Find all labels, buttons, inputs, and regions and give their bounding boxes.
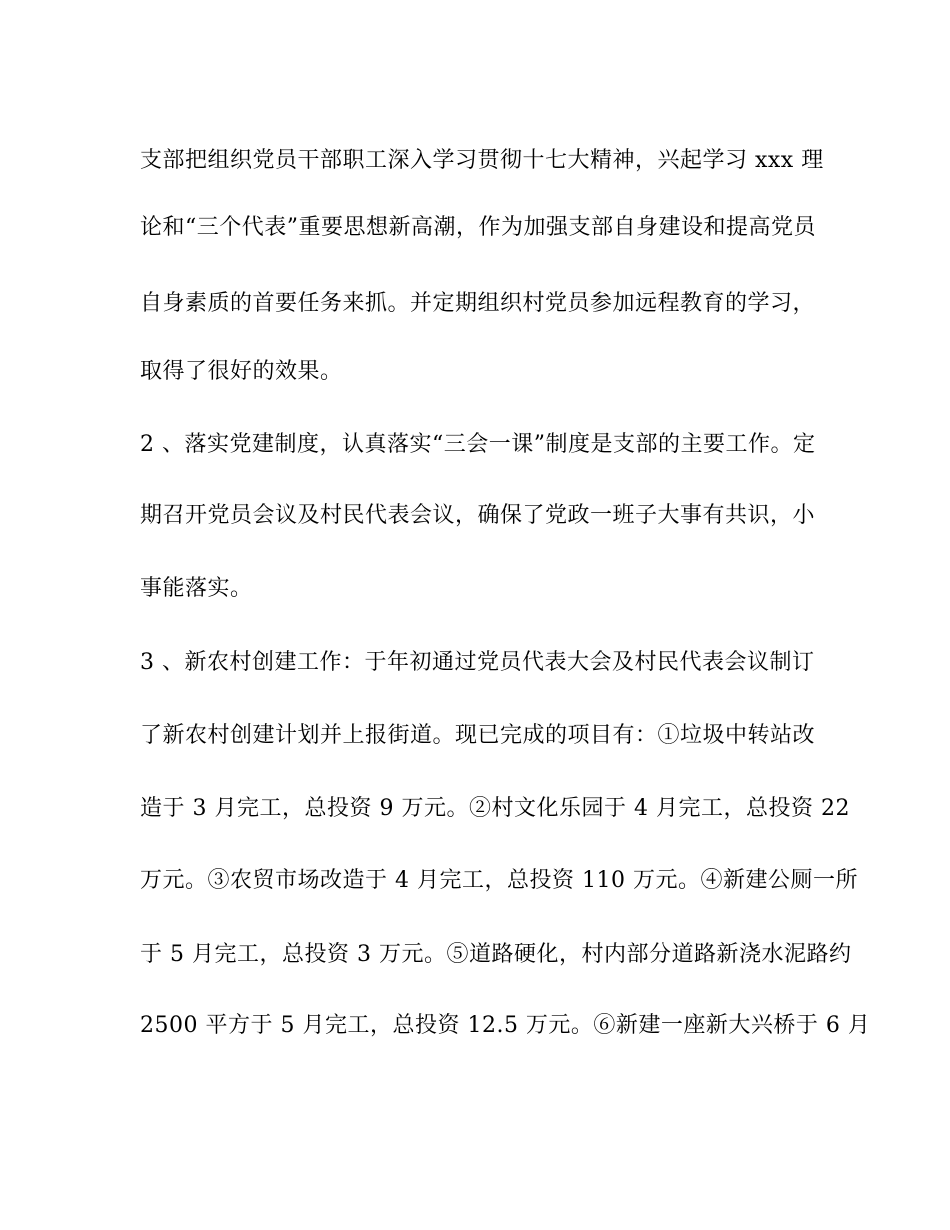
text-line-9: 了新农村创建计划并上报街道。现已完成的项目有：①垃圾中转站改 — [140, 723, 816, 748]
text-line-4: 取得了很好的效果。 — [140, 359, 343, 384]
text-line-2: 论和“三个代表”重要思想新高潮，作为加强支部自身建设和提高党员 — [140, 215, 816, 240]
text-line-3: 自身素质的首要任务来抓。并定期组织村党员参加远程教育的学习， — [140, 291, 816, 316]
text-line-7: 事能落实。 — [140, 576, 253, 601]
text-line-6: 期召开党员会议及村民代表会议，确保了党政一班子大事有共识，小 — [140, 503, 816, 528]
text-line-5: 2 、落实党建制度，认真落实“三会一课”制度是支部的主要工作。定 — [140, 432, 816, 457]
text-line-13: 2500 平方于 5 月完工，总投资 12.5 万元。⑥新建一座新大兴桥于 6 月 — [140, 1013, 871, 1038]
text-line-10: 造于 3 月完工，总投资 9 万元。②村文化乐园于 4 月完工，总投资 22 — [140, 796, 850, 821]
text-line-12: 于 5 月完工，总投资 3 万元。⑤道路硬化，村内部分道路新浇水泥路约 — [140, 942, 852, 967]
text-line-11: 万元。③农贸市场改造于 4 月完工，总投资 110 万元。④新建公厕一所 — [140, 868, 858, 893]
text-line-1: 支部把组织党员干部职工深入学习贯彻十七大精神，兴起学习 xxx 理 — [140, 148, 824, 173]
text-line-8: 3 、新农村创建工作：于年初通过党员代表大会及村民代表会议制订 — [140, 650, 815, 675]
